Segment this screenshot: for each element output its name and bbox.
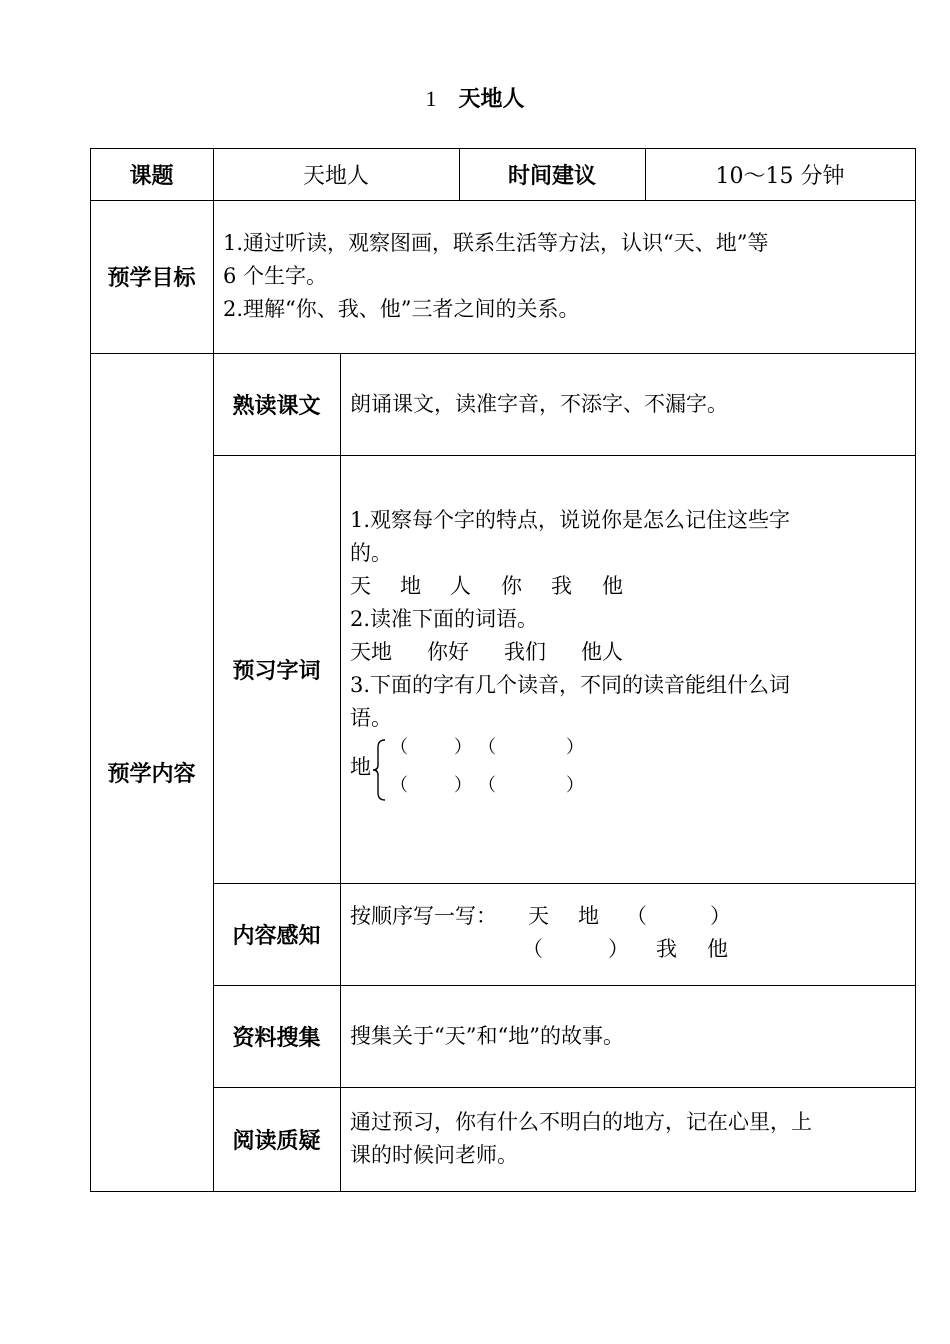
perception-body xyxy=(350,900,909,970)
words-q3-line: 语。 xyxy=(350,705,392,730)
blank-paren: ） xyxy=(710,904,731,928)
char-list xyxy=(350,570,790,603)
words-body xyxy=(350,504,790,805)
words-label: 预习字词 xyxy=(232,658,321,684)
topic-label: 课题 xyxy=(129,163,174,189)
blank-paren: ） xyxy=(566,736,584,758)
words-q1-line: 的。 xyxy=(350,540,392,565)
perception-char: 我 xyxy=(656,937,677,961)
prestudy-table xyxy=(90,148,916,1192)
table-line xyxy=(915,148,916,1192)
blank-paren: （ xyxy=(478,736,496,758)
perception-label: 内容感知 xyxy=(232,923,321,949)
blank-paren: ） xyxy=(608,937,629,961)
topic-value: 天地人 xyxy=(302,163,369,189)
blank-paren: ） xyxy=(566,774,584,796)
char-item: 我 xyxy=(551,573,572,598)
words-q2: 2.读准下面的词语。 xyxy=(350,606,539,631)
perception-char: 地 xyxy=(578,904,599,928)
phrase-item: 你好 xyxy=(427,639,469,664)
reading-label: 熟读课文 xyxy=(232,393,321,419)
perception-char: 天 xyxy=(528,904,549,928)
questions-text xyxy=(340,1087,915,1191)
materials-text: 搜集关于“天”和“地”的故事。 xyxy=(350,1023,624,1048)
char-item: 你 xyxy=(501,573,522,598)
content-label: 预学内容 xyxy=(107,761,196,787)
blank-paren: （ xyxy=(390,736,408,758)
blank-paren: （ xyxy=(626,904,647,928)
lesson-name: 天地人 xyxy=(458,87,525,112)
polyphone-exercise xyxy=(350,735,790,805)
goals-label: 预学目标 xyxy=(107,266,196,291)
brace-icon xyxy=(372,739,386,801)
materials-label: 资料搜集 xyxy=(232,1025,321,1051)
char-item: 他 xyxy=(602,573,623,598)
questions-label: 阅读质疑 xyxy=(232,1128,321,1154)
char-item: 天 xyxy=(350,573,371,598)
page-title xyxy=(0,84,950,115)
questions-line: 课的时候问老师。 xyxy=(350,1143,518,1167)
goals-lines xyxy=(223,227,769,326)
char-item: 人 xyxy=(450,573,471,598)
goals-text xyxy=(213,200,915,353)
blank-paren: ） xyxy=(454,774,472,796)
words-q1-line: 1.观察每个字的特点，说说你是怎么记住这些字 xyxy=(350,507,791,532)
phrase-list xyxy=(350,636,790,669)
perception-char: 他 xyxy=(707,937,728,961)
goals-line: 2.理解“你、我、他”三者之间的关系。 xyxy=(223,297,580,321)
blank-paren: （ xyxy=(390,774,408,796)
char-item: 地 xyxy=(400,573,421,598)
phrase-item: 我们 xyxy=(504,639,546,664)
perception-content xyxy=(340,883,915,985)
polyphone-char: 地 xyxy=(350,754,371,779)
time-value: 10～15 分钟 xyxy=(715,163,845,189)
perception-prompt: 按顺序写一写： xyxy=(350,904,497,928)
lesson-number: 1 xyxy=(425,86,437,111)
blank-paren: ） xyxy=(454,736,472,758)
phrase-item: 他人 xyxy=(581,639,623,664)
questions-line: 通过预习，你有什么不明白的地方，记在心里，上 xyxy=(350,1110,812,1134)
goals-line: 6 个生字。 xyxy=(223,264,328,288)
time-label: 时间建议 xyxy=(507,163,596,189)
words-q3-line: 3.下面的字有几个读音，不同的读音能组什么词 xyxy=(350,672,791,697)
reading-text: 朗诵课文，读准字音，不添字、不漏字。 xyxy=(350,391,728,416)
questions-lines xyxy=(350,1106,812,1172)
words-content xyxy=(340,455,915,883)
phrase-item: 天地 xyxy=(350,639,392,664)
blank-paren: （ xyxy=(522,937,543,961)
goals-line: 1.通过听读，观察图画，联系生活等方法，认识“天、地”等 xyxy=(223,231,769,255)
blank-paren: （ xyxy=(478,774,496,796)
